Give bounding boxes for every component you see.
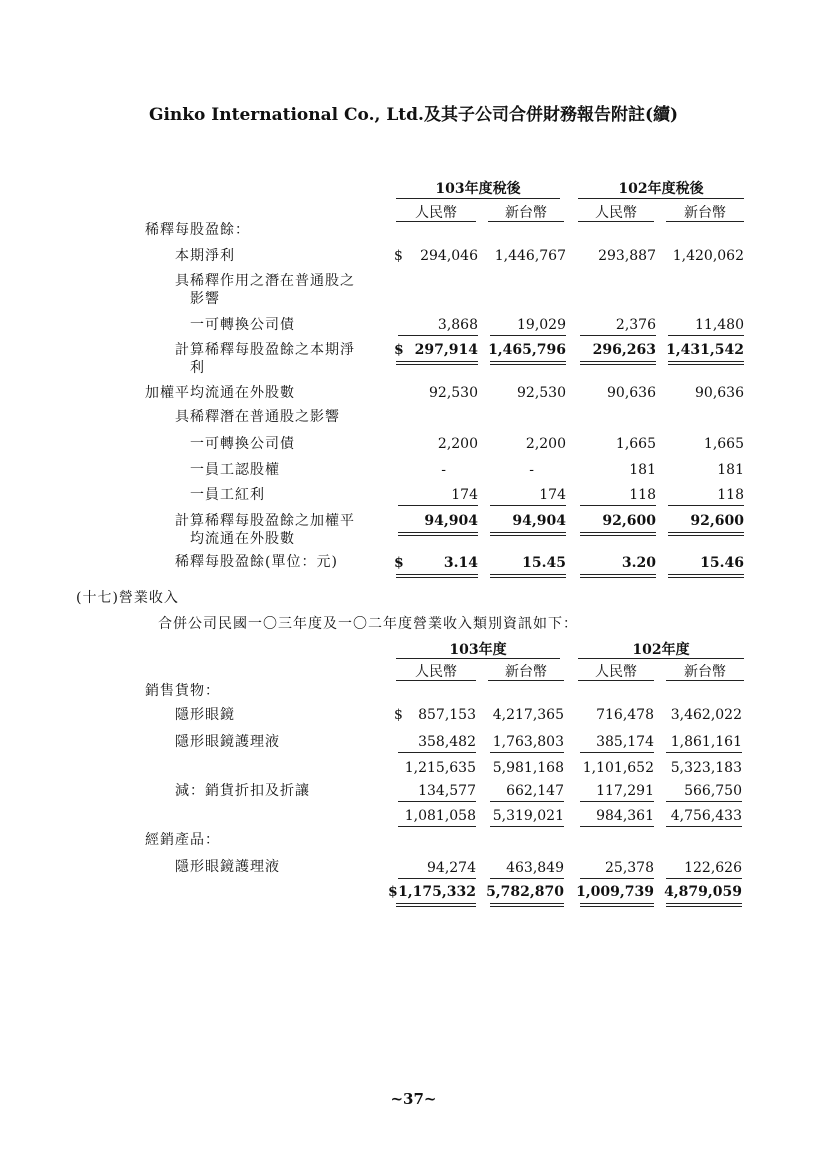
eps-cell: - bbox=[441, 462, 446, 478]
currency-symbol: $ bbox=[388, 884, 398, 900]
currency-symbol: $ bbox=[394, 342, 404, 358]
eps-cell: 2,376 bbox=[615, 317, 656, 333]
discounts-label: 減：銷貨折扣及折讓 bbox=[175, 783, 310, 799]
eps-cell: 92,600 bbox=[690, 513, 744, 529]
eps-cell: 294,046 bbox=[420, 248, 478, 264]
eps-cell: 3,868 bbox=[437, 317, 478, 333]
revenue-cell: 1,763,803 bbox=[492, 734, 564, 750]
dilutive-effect-label: 具稀釋作用之潛在普通股之 bbox=[175, 273, 355, 289]
eps-cell: 15.45 bbox=[522, 555, 566, 571]
revenue-cell: 5,323,183 bbox=[670, 760, 742, 776]
dilutive-effect-label-cont: 影響 bbox=[190, 291, 220, 307]
revenue-cell: 3,462,022 bbox=[670, 707, 742, 723]
dilutive-effect-2-label: 具稀釋潛在普通股之影響 bbox=[175, 409, 340, 425]
distribution-label: 經銷產品： bbox=[145, 832, 220, 848]
revenue-cell: 1,081,058 bbox=[404, 808, 476, 824]
eps-cell: 174 bbox=[539, 487, 566, 503]
revenue-cell: 1,175,332 bbox=[398, 884, 476, 900]
eps-cell: 19,029 bbox=[517, 317, 566, 333]
eps-cell: 2,200 bbox=[525, 436, 566, 452]
eps-col-rmb-103: 人民幣 bbox=[415, 205, 457, 221]
revenue-cell: 463,849 bbox=[506, 860, 564, 876]
eps-cell: - bbox=[529, 462, 534, 478]
eps-cell: 15.46 bbox=[700, 555, 744, 571]
revenue-cell: 4,879,059 bbox=[664, 884, 742, 900]
diluted-shares-label-cont: 均流通在外股數 bbox=[190, 531, 295, 547]
revenue-cell: 25,378 bbox=[605, 860, 654, 876]
eps-cell: 118 bbox=[629, 487, 656, 503]
revenue-cell: 1,861,161 bbox=[670, 734, 742, 750]
eps-cell: 94,904 bbox=[424, 513, 478, 529]
revenue-cell: 385,174 bbox=[596, 734, 654, 750]
revenue-cell: 662,147 bbox=[506, 783, 564, 799]
diluted-net-income-label-cont: 利 bbox=[190, 360, 205, 376]
rev-col-rmb-103: 人民幣 bbox=[415, 664, 457, 680]
weighted-shares-label: 加權平均流通在外股數 bbox=[145, 385, 295, 401]
currency-symbol: $ bbox=[394, 707, 403, 723]
convertible-bonds-2-label: 一可轉換公司債 bbox=[190, 436, 295, 452]
rev-col-ntd-103: 新台幣 bbox=[505, 664, 547, 680]
eps-cell: 181 bbox=[629, 462, 656, 478]
eps-cell: 1,420,062 bbox=[672, 248, 744, 264]
eps-cell: 181 bbox=[717, 462, 744, 478]
eps-group1-header: 103年度稅後 bbox=[435, 181, 521, 197]
eps-col-ntd-103: 新台幣 bbox=[505, 205, 547, 221]
eps-cell: 92,530 bbox=[429, 385, 478, 401]
currency-symbol: $ bbox=[394, 248, 403, 264]
eps-cell: 293,887 bbox=[598, 248, 656, 264]
revenue-cell: 122,626 bbox=[684, 860, 742, 876]
revenue-cell: 5,319,021 bbox=[492, 808, 564, 824]
revenue-cell: 857,153 bbox=[418, 707, 476, 723]
revenue-cell: 1,101,652 bbox=[582, 760, 654, 776]
eps-cell: 92,530 bbox=[517, 385, 566, 401]
eps-cell: 296,263 bbox=[592, 342, 656, 358]
diluted-shares-label: 計算稀釋每股盈餘之加權平 bbox=[175, 513, 355, 529]
page-number: ~37~ bbox=[390, 1090, 437, 1108]
eps-cell: 3.14 bbox=[443, 555, 478, 571]
eps-col-ntd-102: 新台幣 bbox=[684, 205, 726, 221]
eps-cell: 174 bbox=[451, 487, 478, 503]
revenue-cell: 134,577 bbox=[418, 783, 476, 799]
report-title: Ginko International Co., Ltd.及其子公司合併財務報告附註(續) bbox=[148, 105, 679, 125]
eps-cell: 1,431,542 bbox=[666, 342, 744, 358]
dist-care-solution-label: 隱形眼鏡護理液 bbox=[175, 859, 280, 875]
rev-group2-header: 102年度 bbox=[632, 642, 690, 658]
rev-col-rmb-102: 人民幣 bbox=[595, 664, 637, 680]
currency-symbol: $ bbox=[394, 555, 404, 571]
revenue-intro: 合併公司民國一〇三年度及一〇二年度營業收入類別資訊如下： bbox=[158, 616, 578, 632]
diluted-eps-label: 稀釋每股盈餘(單位：元) bbox=[175, 554, 338, 570]
revenue-cell: 4,217,365 bbox=[492, 707, 564, 723]
sales-label: 銷售貨物： bbox=[145, 683, 220, 699]
eps-cell: 297,914 bbox=[414, 342, 478, 358]
revenue-cell: 117,291 bbox=[596, 783, 654, 799]
care-solution-label: 隱形眼鏡護理液 bbox=[175, 734, 280, 750]
employee-options-label: 一員工認股權 bbox=[190, 462, 280, 478]
revenue-cell: 984,361 bbox=[596, 808, 654, 824]
revenue-cell: 358,482 bbox=[418, 734, 476, 750]
rev-col-ntd-102: 新台幣 bbox=[684, 664, 726, 680]
eps-cell: 1,446,767 bbox=[494, 248, 566, 264]
diluted-net-income-label: 計算稀釋每股盈餘之本期淨 bbox=[175, 342, 355, 358]
eps-col-rmb-102: 人民幣 bbox=[595, 205, 637, 221]
contact-lens-label: 隱形眼鏡 bbox=[175, 707, 235, 723]
convertible-bonds-label: 一可轉換公司債 bbox=[190, 317, 295, 333]
eps-cell: 1,665 bbox=[615, 436, 656, 452]
eps-cell: 11,480 bbox=[695, 317, 744, 333]
eps-cell: 3.20 bbox=[621, 555, 656, 571]
revenue-cell: 4,756,433 bbox=[670, 808, 742, 824]
eps-cell: 94,904 bbox=[512, 513, 566, 529]
revenue-cell: 1,215,635 bbox=[404, 760, 476, 776]
eps-cell: 90,636 bbox=[607, 385, 656, 401]
eps-group2-header: 102年度稅後 bbox=[618, 181, 704, 197]
eps-cell: 2,200 bbox=[437, 436, 478, 452]
revenue-cell: 5,981,168 bbox=[492, 760, 564, 776]
revenue-cell: 716,478 bbox=[596, 707, 654, 723]
revenue-cell: 5,782,870 bbox=[486, 884, 564, 900]
eps-cell: 92,600 bbox=[602, 513, 656, 529]
revenue-cell: 94,274 bbox=[427, 860, 476, 876]
revenue-cell: 1,009,739 bbox=[576, 884, 654, 900]
net-income-label: 本期淨利 bbox=[175, 248, 235, 264]
eps-cell: 1,465,796 bbox=[488, 342, 566, 358]
eps-cell: 118 bbox=[717, 487, 744, 503]
revenue-cell: 566,750 bbox=[684, 783, 742, 799]
eps-cell: 90,636 bbox=[695, 385, 744, 401]
eps-cell: 1,665 bbox=[703, 436, 744, 452]
eps-section-label: 稀釋每股盈餘： bbox=[145, 222, 250, 238]
employee-bonus-label: 一員工紅利 bbox=[190, 487, 265, 503]
revenue-section-title: (十七)營業收入 bbox=[76, 590, 179, 606]
rev-group1-header: 103年度 bbox=[449, 642, 507, 658]
